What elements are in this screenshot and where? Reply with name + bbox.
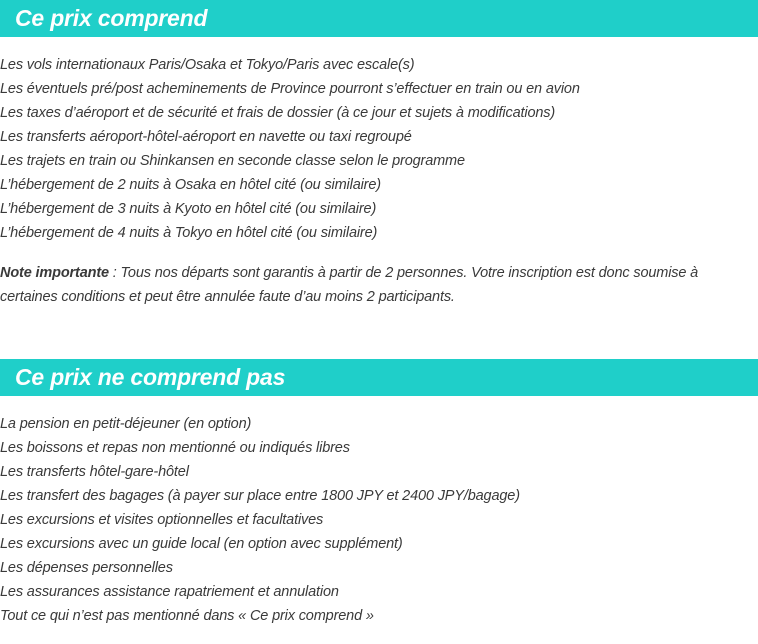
list-item: L’hébergement de 3 nuits à Kyoto en hôtel cité (ou similaire) — [0, 201, 377, 217]
important-note-text: : Tous nos départs sont garantis à partir de 2 personnes. Votre inscription est donc soumise à certaines conditions et peut être annulée faute d’au moins 2 participants. — [0, 265, 699, 305]
excludes-list — [0, 412, 520, 628]
excludes-section-header — [0, 359, 758, 396]
list-item: Les trajets en train ou Shinkansen en seconde classe selon le programme — [0, 153, 465, 169]
list-item: L’hébergement de 4 nuits à Tokyo en hôtel cité (ou similaire) — [0, 225, 378, 241]
list-item: Les excursions et visites optionnelles et facultatives — [0, 512, 324, 528]
list-item: Les assurances assistance rapatriement et annulation — [0, 584, 339, 600]
excludes-section-title: Ce prix ne comprend pas — [15, 364, 286, 390]
important-note — [0, 261, 756, 309]
list-item: Les dépenses personnelles — [0, 560, 173, 576]
includes-section-header — [0, 0, 758, 37]
list-item: La pension en petit-déjeuner (en option) — [0, 416, 252, 432]
list-item: Les transfert des bagages (à payer sur place entre 1800 JPY et 2400 JPY/bagage) — [0, 488, 520, 504]
includes-section-title: Ce prix comprend — [15, 5, 208, 31]
list-item: Les taxes d’aéroport et de sécurité et frais de dossier (à ce jour et sujets à modifications) — [0, 105, 556, 121]
list-item: Les boissons et repas non mentionné ou indiqués libres — [0, 440, 350, 456]
includes-list — [0, 53, 580, 245]
list-item: Les éventuels pré/post acheminements de Province pourront s’effectuer en train ou en avion — [0, 81, 580, 97]
list-item: Les transferts hôtel-gare-hôtel — [0, 464, 189, 480]
important-note-label: Note importante — [0, 265, 109, 281]
list-item: Les transferts aéroport-hôtel-aéroport en navette ou taxi regroupé — [0, 129, 412, 145]
list-item: Les excursions avec un guide local (en option avec supplément) — [0, 536, 403, 552]
list-item: Les vols internationaux Paris/Osaka et Tokyo/Paris avec escale(s) — [0, 57, 415, 73]
list-item: L’hébergement de 2 nuits à Osaka en hôtel cité (ou similaire) — [0, 177, 381, 193]
list-item: Tout ce qui n’est pas mentionné dans « Ce prix comprend » — [0, 608, 374, 624]
